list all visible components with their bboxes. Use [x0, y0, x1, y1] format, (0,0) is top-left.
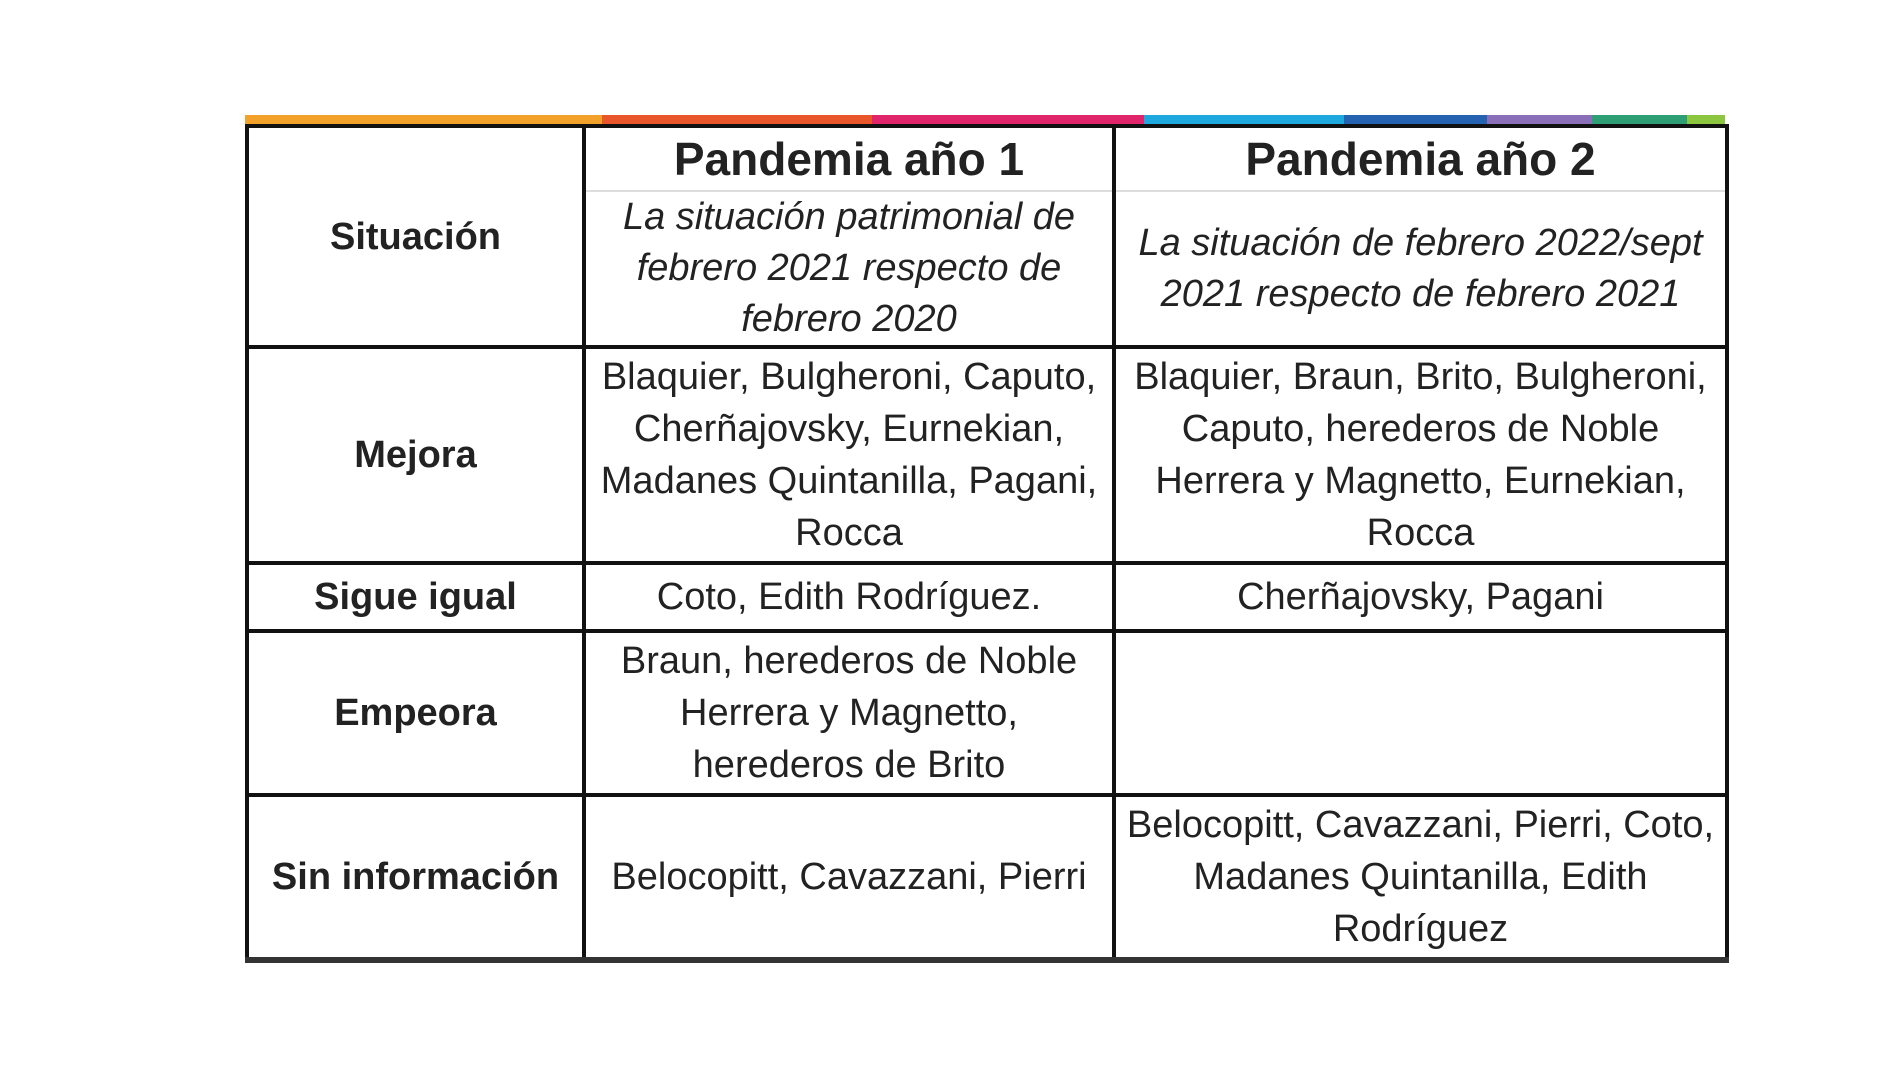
row-label-empeora: Empeora [247, 631, 584, 795]
table-row [247, 795, 1727, 960]
cell-sigue-igual-year2: Cherñajovsky, Pagani [1114, 563, 1727, 631]
cell-sin-informacion-year2: Belocopitt, Cavazzani, Pierri, Coto, Madanes Quintanilla, Edith Rodríguez [1114, 795, 1727, 960]
cell-empeora-year1: Braun, herederos de Noble Herrera y Magnetto, herederos de Brito [584, 631, 1114, 795]
accent-segment [1144, 115, 1344, 124]
column-subtitle-year1: La situación patrimonial de febrero 2021 respecto de febrero 2020 [622, 196, 1076, 340]
accent-segment [1687, 115, 1725, 124]
column-header-year1 [584, 126, 1114, 347]
accent-segment [602, 115, 872, 124]
accent-segment [1592, 115, 1687, 124]
accent-segment [1487, 115, 1592, 124]
cell-empeora-year2 [1114, 631, 1727, 795]
row-label-sin-informacion: Sin información [247, 795, 584, 960]
table-header-row [247, 126, 1727, 347]
comparison-table [245, 124, 1729, 963]
accent-color-bar [245, 115, 1725, 124]
row-label-mejora: Mejora [247, 347, 584, 563]
cell-mejora-year1: Blaquier, Bulgheroni, Caputo, Cherñajovsky, Eurnekian, Madanes Quintanilla, Pagani, Rocca [584, 347, 1114, 563]
accent-segment [872, 115, 1144, 124]
accent-segment [245, 115, 602, 124]
comparison-table-frame [245, 124, 1725, 950]
cell-sin-informacion-year1: Belocopitt, Cavazzani, Pierri [584, 795, 1114, 960]
corner-header-situacion: Situación [247, 126, 584, 347]
accent-segment [1344, 115, 1487, 124]
column-title-year1: Pandemia año 1 [586, 128, 1112, 192]
table-row [247, 347, 1727, 563]
column-subtitle-year2: La situación de febrero 2022/sept 2021 respecto de febrero 2021 [1138, 221, 1703, 315]
column-title-year2: Pandemia año 2 [1116, 128, 1725, 192]
cell-sigue-igual-year1: Coto, Edith Rodríguez. [584, 563, 1114, 631]
row-label-sigue-igual: Sigue igual [247, 563, 584, 631]
cell-mejora-year2: Blaquier, Braun, Brito, Bulgheroni, Caputo, herederos de Noble Herrera y Magnetto, Eurnekian, Rocca [1114, 347, 1727, 563]
table-row [247, 563, 1727, 631]
column-header-year2 [1114, 126, 1727, 347]
table-row [247, 631, 1727, 795]
